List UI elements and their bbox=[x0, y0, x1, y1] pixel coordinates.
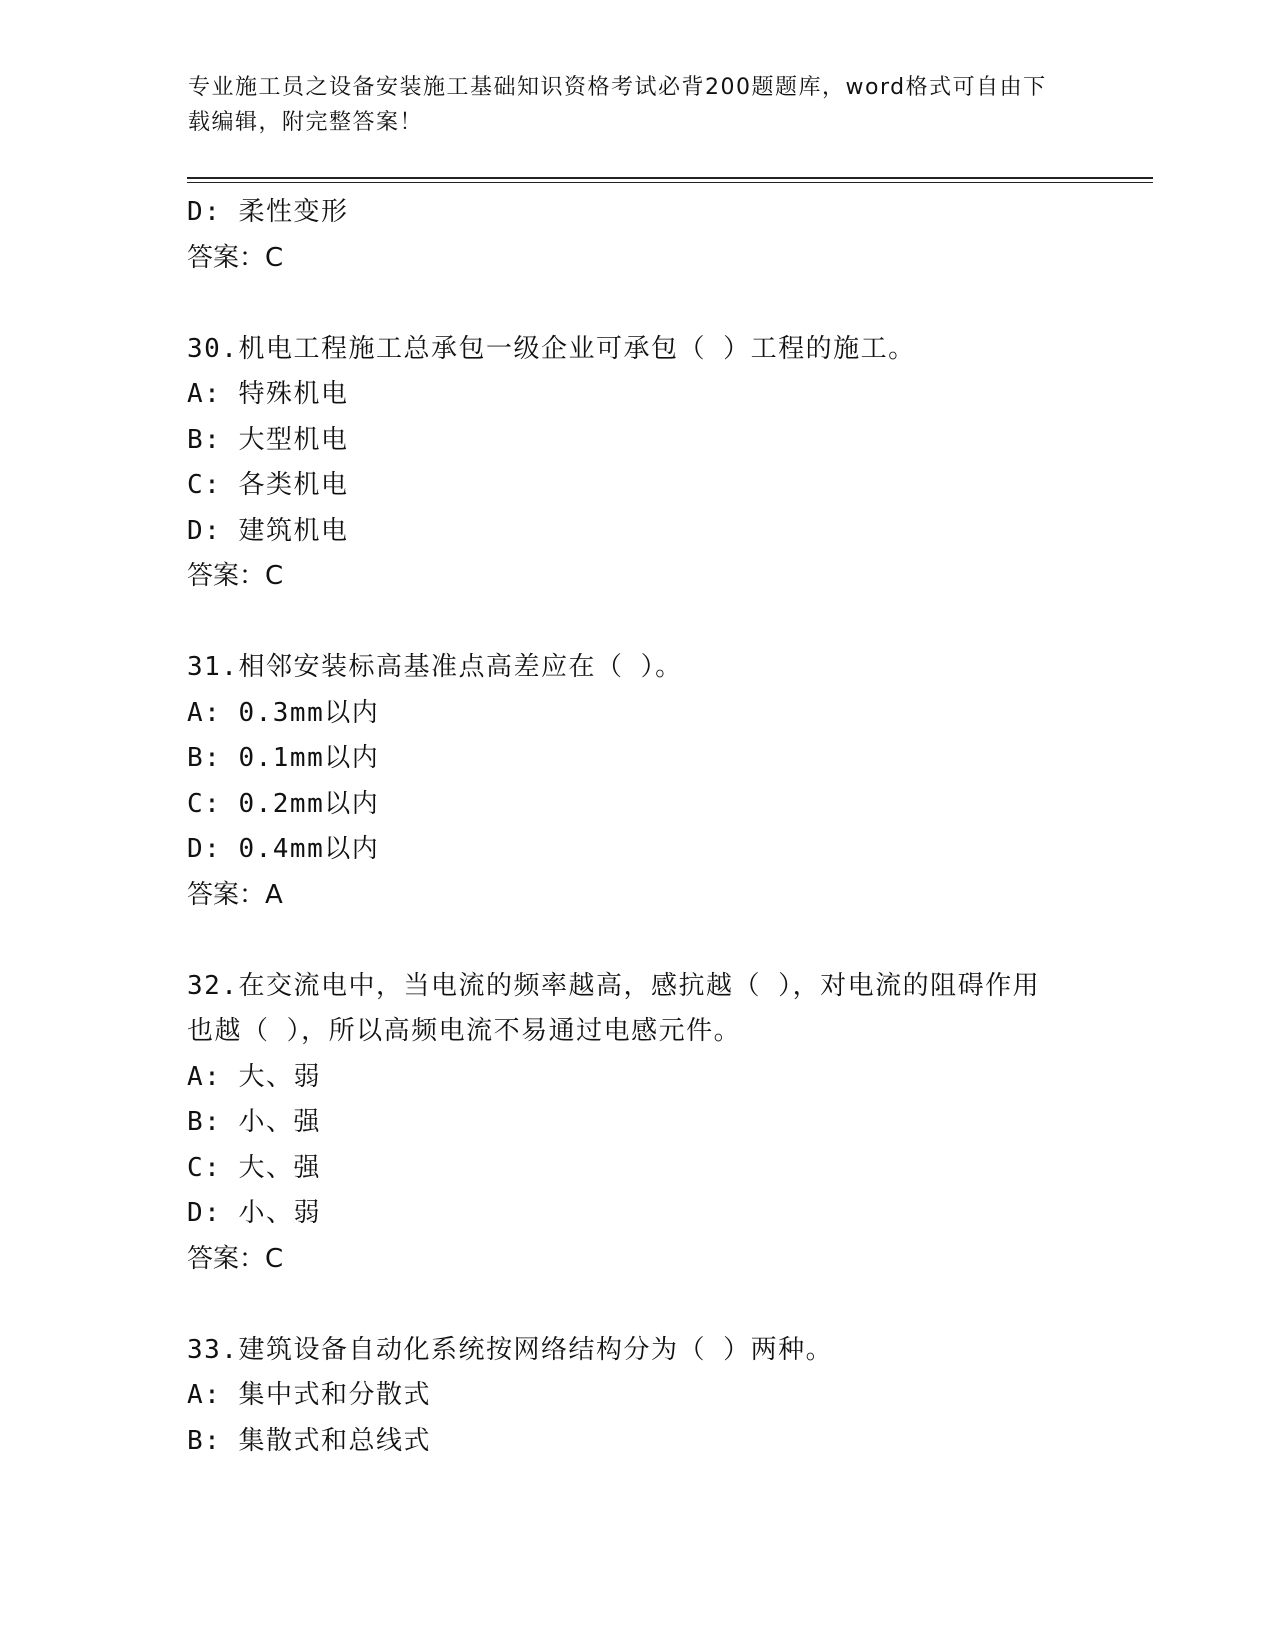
question-31 bbox=[187, 645, 1087, 918]
option-b: B: 小、强 bbox=[187, 1107, 321, 1137]
option-a: A: 0.3mm以内 bbox=[187, 697, 380, 728]
answer-line: 答案：A bbox=[187, 879, 283, 910]
question-30 bbox=[187, 327, 1087, 600]
option-d: D: 建筑机电 bbox=[187, 515, 349, 546]
question-stem: 30.机电工程施工总承包一级企业可承包（ ）工程的施工。 bbox=[187, 333, 916, 364]
option-d: D: 柔性变形 bbox=[187, 197, 349, 227]
option-c: C: 0.2mm以内 bbox=[187, 788, 380, 819]
question-stem: 31.相邻安装标高基准点高差应在（ ）。 bbox=[187, 652, 683, 682]
spacer bbox=[187, 600, 1087, 646]
option-b: B: 大型机电 bbox=[187, 424, 349, 455]
question-29-continuation bbox=[187, 190, 1087, 281]
option-d: D: 0.4mm以内 bbox=[187, 834, 380, 864]
question-list bbox=[187, 190, 1087, 1464]
question-stem: 32.在交流电中，当电流的频率越高，感抗越（ ），对电流的阻碍作用也越（ ），所以高频电流不易通过电感元件。 bbox=[187, 970, 1041, 1046]
option-a: A: 特殊机电 bbox=[187, 379, 349, 409]
option-b: B: 0.1mm以内 bbox=[187, 743, 380, 773]
option-c: C: 各类机电 bbox=[187, 470, 349, 500]
option-a: A: 大、弱 bbox=[187, 1061, 321, 1092]
option-b: B: 集散式和总线式 bbox=[187, 1425, 431, 1456]
header-divider-thin bbox=[187, 182, 1153, 183]
spacer bbox=[187, 1282, 1087, 1328]
question-32 bbox=[187, 964, 1087, 1283]
answer-line: 答案：C bbox=[187, 561, 284, 591]
option-a: A: 集中式和分散式 bbox=[187, 1380, 431, 1410]
answer-line: 答案：C bbox=[187, 1243, 284, 1274]
spacer bbox=[187, 918, 1087, 964]
document-header: 专业施工员之设备安装施工基础知识资格考试必背200题题库，word格式可自由下载编辑，附完整答案！ bbox=[188, 75, 1047, 135]
spacer bbox=[187, 281, 1087, 327]
question-33 bbox=[187, 1328, 1087, 1465]
option-d: D: 小、弱 bbox=[187, 1198, 321, 1228]
question-stem: 33.建筑设备自动化系统按网络结构分为（ ）两种。 bbox=[187, 1334, 834, 1365]
header-divider-thick bbox=[187, 177, 1153, 179]
option-c: C: 大、强 bbox=[187, 1152, 321, 1183]
answer-line: 答案：C bbox=[187, 242, 284, 273]
